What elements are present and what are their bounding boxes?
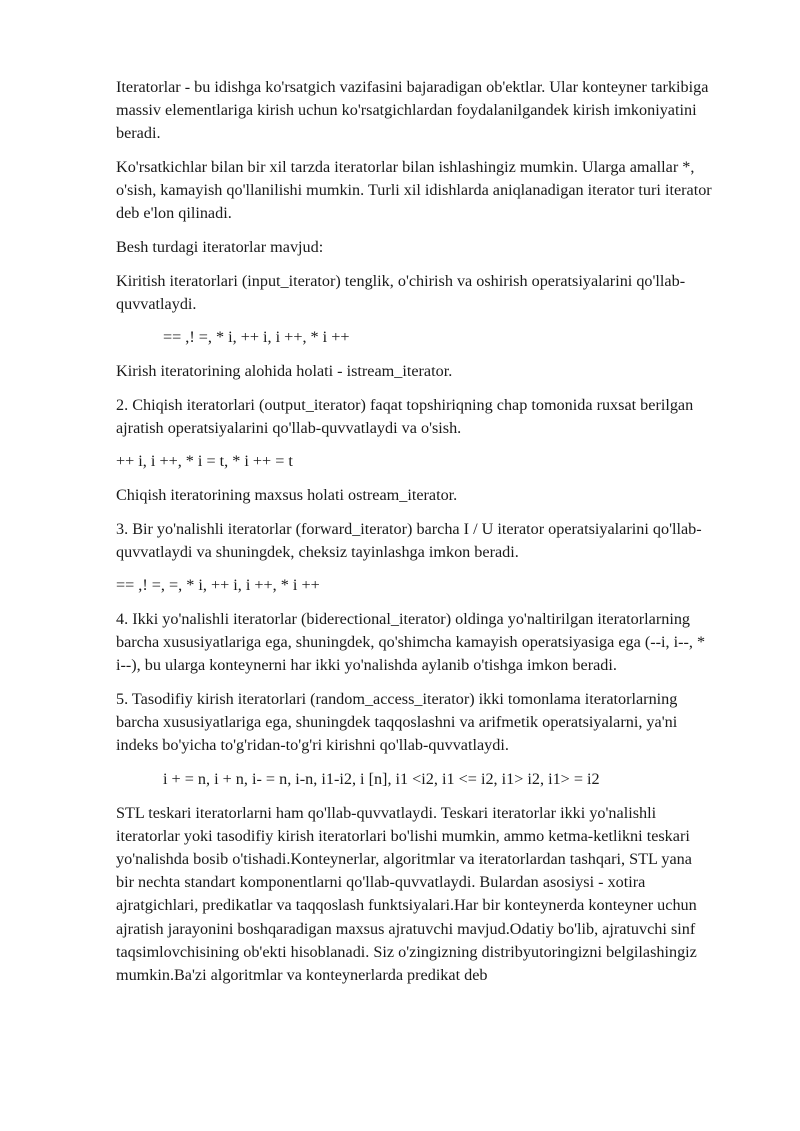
paragraph-random-access-iterator: 5. Tasodifiy kirish iteratorlari (random_access_iterator) ikki tomonlama iteratorlarning barcha xususiyatlariga ega, shuningdek taqqoslashni va arifmetik operatsiyalarni, ya'ni indeks bo'yicha to'g'ridan-to'g'ri kirishni qo'llab-quvvatlaydi. — [116, 689, 678, 755]
paragraph-bidirectional-iterator: 4. Ikki yo'nalishli iteratorlar (biderectional_iterator) oldinga yo'naltirilgan iteratorlarning barcha xususiyatlariga ega, shuningdek, qo'shimcha kamayish operatsiyasiga ega (--i, i--, * i--), bu ularga konteynerni har ikki yo'nalishda aylanib o'tishga imkon beradi. — [116, 609, 706, 675]
code-input-ops: == ,! =, * i, ++ i, i ++, * i ++ — [163, 328, 350, 347]
paragraph-ostream: Chiqish iteratorining maxsus holati ostream_iterator. — [116, 485, 458, 504]
paragraph-intro: Iteratorlar - bu idishga ko'rsatgich vazifasini bajaradigan ob'ektlar. Ular konteyner tarkibiga massiv elementlariga kirish uchun ko'rsatgichlardan foydalanilgandek kirish imkoniyatini beradi. — [116, 78, 709, 143]
paragraph-forward-iterator: 3. Bir yo'nalishli iteratorlar (forward_iterator) barcha I / U iterator operatsiyalarini qo'llab-quvvatlaydi va shuningdek, cheksiz tayinlashga imkon beradi. — [116, 519, 702, 561]
code-output-ops: ++ i, i ++, * i = t, * i ++ = t — [116, 452, 293, 471]
paragraph-istream: Kirish iteratorining alohida holati - istream_iterator. — [116, 361, 453, 380]
code-forward-ops: == ,! =, =, * i, ++ i, i ++, * i ++ — [116, 576, 320, 595]
paragraph-output-iterator: 2. Chiqish iteratorlari (output_iterator) faqat topshiriqning chap tomonida ruxsat berilgan ajratish operatsiyalarini qo'llab-quvvatlaydi va o'sish. — [116, 395, 694, 437]
paragraph-pointers: Ko'rsatkichlar bilan bir xil tarzda iteratorlar bilan ishlashingiz mumkin. Ularga amallar *, o'sish, kamayish qo'llanilishi mumkin. Turli xil idishlarda aniqlanadigan iterator turi iterator deb e'lon qilinadi. — [116, 158, 712, 223]
paragraph-five-types: Besh turdagi iteratorlar mavjud: — [116, 238, 324, 256]
paragraph-stl-reverse: STL teskari iteratorlarni ham qo'llab-quvvatlaydi. Teskari iteratorlar ikki yo'nalishli iteratorlar yoki tasodifiy kirish iteratorlari bo'lishi mumkin, ammo ketma-ketlikni teskari yo'nalishda bosib o'tishadi.Konteynerlar, algoritmlar va iteratorlardan tashqari, STL yana bir nechta standart komponentlarni qo'llab-quvvatlaydi. Bulardan asosiysi - xotira ajratgichlari, predikatlar va taqqoslash funktsiyalari.Har bir konteynerda konteyner uchun ajratish jarayonini boshqaradigan maxsus ajratuvchi mavjud.Odatiy bo'lib, ajratuvchi sinf taqsimlovchisining ob'ekti hisoblanadi. Siz o'zingizning distribyutoringizni belgilashingiz mumkin.Ba'zi algoritmlar va konteynerlarda predikat deb — [116, 803, 697, 984]
paragraph-input-iterator: Kiritish iteratorlari (input_iterator) tenglik, o'chirish va oshirish operatsiyalarini qo'llab-quvvatlaydi. — [116, 271, 686, 313]
document-page — [116, 76, 712, 987]
code-random-access-ops: i + = n, i + n, i- = n, i-n, i1-i2, i [n], i1 <i2, i1 <= i2, i1> i2, i1> = i2 — [163, 769, 600, 788]
